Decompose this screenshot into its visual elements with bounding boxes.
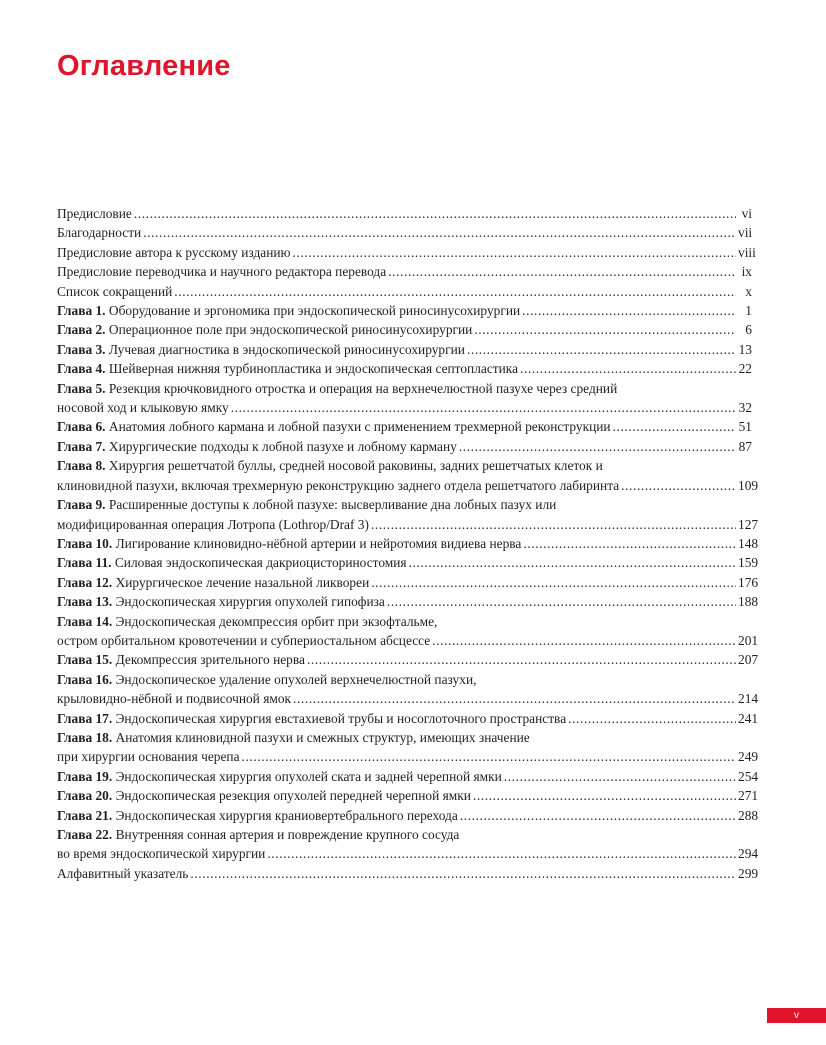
dot-leader xyxy=(387,592,736,611)
page-number: 87 xyxy=(738,438,752,454)
page-number: 294 xyxy=(738,846,759,862)
toc-entry[interactable] xyxy=(57,320,752,339)
toc-entry-line xyxy=(57,437,457,456)
dot-leader xyxy=(371,515,736,534)
toc-entry-line xyxy=(57,340,465,359)
toc-entry[interactable] xyxy=(57,340,752,359)
toc-entry-title: Анатомия клиновидной пазухи и смежных структур, имеющих значение xyxy=(115,729,530,745)
toc-entry-line xyxy=(57,456,752,475)
toc-entry-line xyxy=(57,864,188,883)
dot-leader xyxy=(520,359,736,378)
dot-leader xyxy=(267,844,736,863)
toc-entry-title: Эндоскопическая резекция опухолей передней черепной ямки xyxy=(115,788,471,804)
toc-entry-line xyxy=(57,204,132,223)
toc-entry-title: Алфавитный указатель xyxy=(57,865,189,881)
chapter-label: Глава 16. xyxy=(57,671,113,687)
chapter-label: Глава 19. xyxy=(57,768,113,784)
toc-entry-line xyxy=(57,670,752,689)
page-number: 159 xyxy=(738,555,759,571)
toc-entry-line xyxy=(57,476,619,495)
toc-entry[interactable] xyxy=(57,767,759,786)
chapter-label: Глава 11. xyxy=(57,555,112,571)
toc-entry[interactable] xyxy=(57,301,752,320)
toc-entry-title: Предисловие автора к русскому изданию xyxy=(57,244,291,260)
page-number: vii xyxy=(738,225,753,241)
toc-entry-line xyxy=(57,767,502,786)
chapter-label: Глава 5. xyxy=(57,380,106,396)
toc-entry[interactable] xyxy=(57,534,759,553)
page-number: 1 xyxy=(745,303,752,319)
chapter-label: Глава 18. xyxy=(57,729,113,745)
toc-entry-line xyxy=(57,650,305,669)
chapter-label: Глава 2. xyxy=(57,322,106,338)
toc-entry-title: Предисловие переводчика и научного редактора перевода xyxy=(57,264,387,280)
toc-entry-line xyxy=(57,262,386,281)
toc-entry[interactable] xyxy=(57,825,759,864)
toc-entry-line xyxy=(57,728,752,747)
dot-leader xyxy=(621,476,736,495)
page-number: 201 xyxy=(738,632,759,648)
dot-leader xyxy=(504,767,736,786)
chapter-label: Глава 13. xyxy=(57,594,113,610)
toc-entry-title: Хирургия решетчатой буллы, средней носовой раковины, задних решетчатых клеток и xyxy=(108,458,603,474)
toc-entry-line xyxy=(57,379,752,398)
dot-leader xyxy=(473,786,736,805)
toc-entry-title: Эндоскопическая хирургия евстахиевой трубы и носоглоточного пространства xyxy=(115,710,567,726)
toc-entry-title: Лучевая диагностика в эндоскопической риносинусохирургии xyxy=(108,341,465,357)
toc-entry-title: крыловидно-нёбной и подвисочной ямок xyxy=(57,691,292,707)
page-number: 13 xyxy=(738,341,752,357)
chapter-label: Глава 10. xyxy=(57,535,113,551)
toc-entry[interactable] xyxy=(57,573,759,592)
toc-entry[interactable] xyxy=(57,728,759,767)
page-number: 6 xyxy=(745,322,752,338)
toc-entry-title: Силовая эндоскопическая дакриоцисториностомия xyxy=(114,555,407,571)
page-number: vi xyxy=(741,206,752,221)
toc-entry-line xyxy=(57,747,240,766)
toc-entry[interactable] xyxy=(57,864,759,883)
toc-entry-title: Благодарности xyxy=(57,225,142,241)
chapter-label: Глава 20. xyxy=(57,788,113,804)
toc-entry-title: Резекция крючковидного отростка и операция на верхнечелюстной пазухе через средний xyxy=(108,380,618,396)
toc-entry-line xyxy=(57,573,369,592)
chapter-label: Глава 8. xyxy=(57,458,106,474)
dot-leader xyxy=(231,398,736,417)
toc-entry-line xyxy=(57,398,229,417)
dot-leader xyxy=(409,553,736,572)
chapter-label: Глава 3. xyxy=(57,341,106,357)
dot-leader xyxy=(293,689,736,708)
toc-entry-title: Эндоскопическая декомпрессия орбит при экзофтальме, xyxy=(115,613,438,629)
page-number: 241 xyxy=(738,710,759,726)
dot-leader xyxy=(134,204,736,223)
chapter-label: Глава 15. xyxy=(57,652,113,668)
toc-entry[interactable] xyxy=(57,612,759,651)
page-number: 299 xyxy=(738,865,759,881)
chapter-label: Глава 6. xyxy=(57,419,106,435)
page-title: Оглавление xyxy=(57,50,231,82)
toc-entry[interactable] xyxy=(57,495,759,534)
toc-entry-line xyxy=(57,417,611,436)
dot-leader xyxy=(474,320,736,339)
toc-entry-title: Хирургическое лечение назальной ликвореи xyxy=(115,574,370,590)
toc-entry-line xyxy=(57,709,566,728)
toc-entry-line xyxy=(57,612,752,631)
chapter-label: Глава 12. xyxy=(57,574,113,590)
dot-leader xyxy=(388,262,736,281)
toc-entry-title: модифицированная операция Лотропа (Lothrop/Draf 3) xyxy=(57,516,369,532)
toc-entry-title: Хирургические подходы к лобной пазухе и лобному карману xyxy=(108,438,457,454)
toc-entry[interactable] xyxy=(57,417,752,436)
toc-entry[interactable] xyxy=(57,243,756,262)
dot-leader xyxy=(522,301,736,320)
page-number: 188 xyxy=(738,594,759,610)
page-number: 109 xyxy=(738,477,759,493)
chapter-label: Глава 17. xyxy=(57,710,113,726)
toc-entry[interactable] xyxy=(57,282,752,301)
toc-entry-title: при хирургии основания черепа xyxy=(57,749,240,765)
toc-entry-title: Расширенные доступы к лобной пазухе: высверливание дна лобных пазух или xyxy=(108,497,557,513)
chapter-label: Глава 22. xyxy=(57,827,113,842)
toc-entry-line xyxy=(57,359,518,378)
dot-leader xyxy=(371,573,736,592)
toc-entry-line xyxy=(57,844,265,863)
toc-entry[interactable] xyxy=(57,650,759,669)
dot-leader xyxy=(143,223,736,242)
toc-entry[interactable] xyxy=(57,786,759,805)
toc-entry[interactable] xyxy=(57,437,752,456)
toc-entry[interactable] xyxy=(57,709,759,728)
toc-entry-line xyxy=(57,223,141,242)
toc-entry-line xyxy=(57,320,472,339)
dot-leader xyxy=(293,243,736,262)
toc-entry-line xyxy=(57,786,471,805)
page-number: 207 xyxy=(738,652,759,668)
page-number: 51 xyxy=(738,419,752,435)
page-number: 214 xyxy=(738,691,759,707)
dot-leader xyxy=(460,806,736,825)
dot-leader xyxy=(190,864,736,883)
toc-entry-title: во время эндоскопической хирургии xyxy=(57,846,266,862)
dot-leader xyxy=(523,534,736,553)
dot-leader xyxy=(467,340,736,359)
dot-leader xyxy=(459,437,736,456)
toc-entry-line xyxy=(57,282,172,301)
toc-entry-title: Список сокращений xyxy=(57,283,173,299)
toc-entry-title: Эндоскопическая хирургия краниовертебрального перехода xyxy=(115,807,458,823)
chapter-label: Глава 21. xyxy=(57,807,113,823)
toc-entry-line xyxy=(57,243,291,262)
toc-entry-line xyxy=(57,515,369,534)
page-number: 127 xyxy=(738,516,759,532)
page-number: 271 xyxy=(738,788,759,804)
dot-leader xyxy=(242,747,736,766)
page-number: 249 xyxy=(738,749,759,765)
chapter-label: Глава 4. xyxy=(57,361,106,377)
toc-entry[interactable] xyxy=(57,204,752,223)
toc-entry-line xyxy=(57,825,752,844)
page-number: 148 xyxy=(738,535,759,551)
page-number: 22 xyxy=(738,361,752,377)
page-number: 288 xyxy=(738,807,759,823)
page-number: 176 xyxy=(738,574,759,590)
toc-entry-line xyxy=(57,592,385,611)
toc-entry[interactable] xyxy=(57,379,752,418)
page-number: viii xyxy=(738,244,756,260)
toc-entry[interactable] xyxy=(57,806,759,825)
page-number-badge: v xyxy=(767,1008,826,1023)
page-number: ix xyxy=(741,264,752,280)
toc-entry-title: Анатомия лобного кармана и лобной пазухи с применением трехмерной реконструкции xyxy=(108,419,611,435)
page-number: x xyxy=(745,283,752,299)
dot-leader xyxy=(432,631,736,650)
toc-entry[interactable] xyxy=(57,670,759,709)
toc-entry-title: остром орбитальном кровотечении и субпериостальном абсцессе xyxy=(57,632,431,648)
toc-entry-title: Внутренняя сонная артерия и повреждение крупного сосуда xyxy=(115,827,460,842)
toc-entry-title: Эндоскопическое удаление опухолей верхнечелюстной пазухи, xyxy=(115,671,477,687)
dot-leader xyxy=(307,650,736,669)
toc-entry-title: Шейверная нижняя турбинопластика и эндоскопическая септопластика xyxy=(108,361,519,377)
toc-entry-line xyxy=(57,495,752,514)
chapter-label: Глава 14. xyxy=(57,613,113,629)
toc-entry[interactable] xyxy=(57,223,752,242)
toc-entry-line xyxy=(57,806,458,825)
dot-leader xyxy=(174,282,736,301)
toc-entry[interactable] xyxy=(57,553,759,572)
toc-entry-line xyxy=(57,689,291,708)
toc-entry-title: Декомпрессия зрительного нерва xyxy=(115,652,305,668)
toc-entry-title: Предисловие xyxy=(57,206,132,221)
toc-entry-title: Оборудование и эргономика при эндоскопической риносинусохирургии xyxy=(108,303,521,319)
page-number: 254 xyxy=(738,768,759,784)
toc-entry[interactable] xyxy=(57,456,759,495)
toc-entry-title: Операционное поле при эндоскопической риносинусохирургии xyxy=(108,322,473,338)
toc-entry-line xyxy=(57,301,520,320)
chapter-label: Глава 7. xyxy=(57,438,106,454)
toc-entry-title: клиновидной пазухи, включая трехмерную реконструкцию заднего отдела решетчатого лабиринта xyxy=(57,477,620,493)
toc-entry-title: носовой ход и клыковую ямку xyxy=(57,400,229,416)
dot-leader xyxy=(568,709,736,728)
toc-entry-title: Эндоскопическая хирургия опухолей ската и задней черепной ямки xyxy=(115,768,502,784)
chapter-label: Глава 9. xyxy=(57,497,106,513)
toc-entry-line xyxy=(57,553,407,572)
dot-leader xyxy=(613,417,736,436)
toc-entry-line xyxy=(57,534,521,553)
toc-entry-title: Лигирование клиновидно-нёбной артерии и нейротомия видиева нерва xyxy=(115,535,522,551)
toc-entry-title: Эндоскопическая хирургия опухолей гипофиза xyxy=(115,594,385,610)
toc-entry[interactable] xyxy=(57,359,752,378)
toc-entry[interactable] xyxy=(57,592,759,611)
page-number: 32 xyxy=(738,400,752,416)
table-of-contents xyxy=(57,204,759,883)
toc-entry-line xyxy=(57,631,430,650)
toc-entry[interactable] xyxy=(57,262,752,281)
chapter-label: Глава 1. xyxy=(57,303,106,319)
